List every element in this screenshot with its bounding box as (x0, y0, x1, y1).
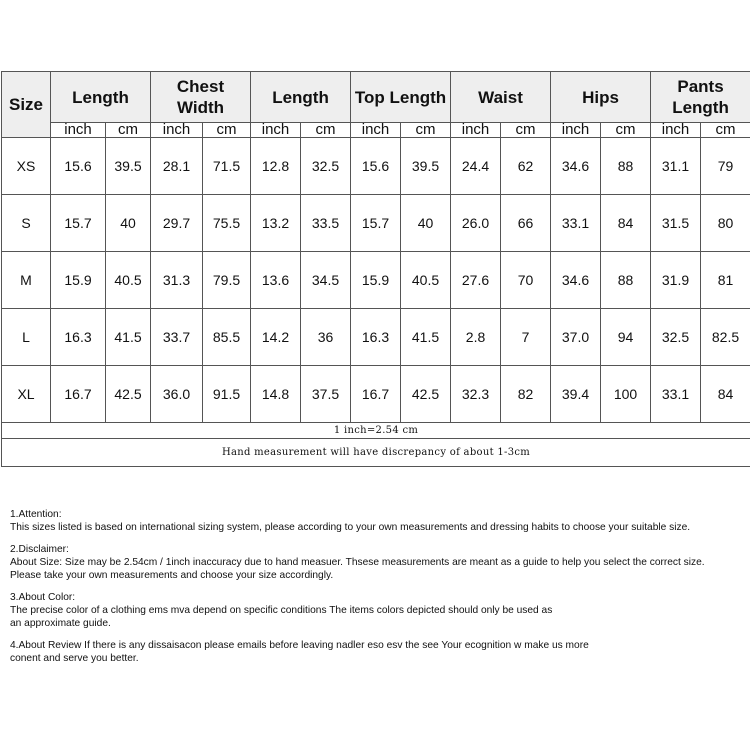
value-cell: 62 (501, 138, 551, 195)
value-cell: 15.9 (351, 252, 401, 309)
value-cell: 14.8 (251, 366, 301, 423)
unit-inch: inch (251, 123, 301, 138)
unit-inch: inch (351, 123, 401, 138)
value-cell: 32.5 (651, 309, 701, 366)
value-cell: 33.7 (151, 309, 203, 366)
unit-inch: inch (451, 123, 501, 138)
value-cell: 12.8 (251, 138, 301, 195)
unit-inch: inch (151, 123, 203, 138)
value-cell: 39.5 (401, 138, 451, 195)
note-line: Please take your own measurements and choose your size accordingly. (10, 570, 334, 581)
note-line: 4.About Review If there is any dissaisacon please emails before leaving nadler eso esv the see Your ecognition w make us more (10, 640, 589, 651)
unit-cm: cm (501, 123, 551, 138)
value-cell: 37.5 (301, 366, 351, 423)
value-cell: 14.2 (251, 309, 301, 366)
value-cell: 34.6 (551, 252, 601, 309)
chest-width-header-line-1: Chest (176, 77, 225, 96)
size-cell: XL (2, 366, 51, 423)
length-header: Length (51, 72, 151, 123)
note-block (10, 591, 746, 630)
table-row (2, 252, 750, 309)
value-cell: 34.6 (551, 138, 601, 195)
value-cell: 82 (501, 366, 551, 423)
size-cell: M (2, 252, 51, 309)
value-cell: 31.9 (651, 252, 701, 309)
value-cell: 88 (601, 252, 651, 309)
note-block (10, 639, 746, 665)
value-cell: 70 (501, 252, 551, 309)
value-cell: 33.5 (301, 195, 351, 252)
value-cell: 34.5 (301, 252, 351, 309)
value-cell: 39.5 (106, 138, 151, 195)
size-header: Size (2, 72, 51, 138)
chest-width-header-line-2: Width (176, 98, 225, 117)
waist-header: Waist (451, 72, 551, 123)
value-cell: 31.1 (651, 138, 701, 195)
unit-cm: cm (701, 123, 750, 138)
header-row (2, 72, 750, 123)
unit-cm: cm (401, 123, 451, 138)
conversion-note: 1 inch=2.54 cm (2, 423, 750, 439)
size-chart-table (1, 71, 750, 467)
note-line: This sizes listed is based on international sizing system, please according to your own measurements and dressing habits to choose your suitable size. (10, 522, 691, 533)
measurement-note-row (2, 439, 750, 467)
unit-cm: cm (203, 123, 251, 138)
value-cell: 39.4 (551, 366, 601, 423)
value-cell: 16.7 (351, 366, 401, 423)
value-cell: 13.2 (251, 195, 301, 252)
table-row (2, 366, 750, 423)
value-cell: 31.5 (651, 195, 701, 252)
value-cell: 79 (701, 138, 750, 195)
value-cell: 7 (501, 309, 551, 366)
value-cell: 79.5 (203, 252, 251, 309)
value-cell: 42.5 (401, 366, 451, 423)
value-cell: 71.5 (203, 138, 251, 195)
value-cell: 36 (301, 309, 351, 366)
value-cell: 15.7 (351, 195, 401, 252)
value-cell: 82.5 (701, 309, 750, 366)
pants-length-header (651, 72, 750, 123)
value-cell: 84 (601, 195, 651, 252)
notes-section (10, 508, 746, 674)
unit-inch: inch (51, 123, 106, 138)
note-title: 2.Disclaimer: (10, 544, 69, 555)
value-cell: 15.9 (51, 252, 106, 309)
measurement-note: Hand measurement will have discrepancy of about 1-3cm (2, 439, 750, 467)
unit-cm: cm (301, 123, 351, 138)
pants-length-header-line-1: Pants (677, 77, 724, 96)
unit-cm: cm (601, 123, 651, 138)
table-row (2, 309, 750, 366)
value-cell: 84 (701, 366, 750, 423)
value-cell: 81 (701, 252, 750, 309)
value-cell: 26.0 (451, 195, 501, 252)
value-cell: 15.6 (51, 138, 106, 195)
value-cell: 85.5 (203, 309, 251, 366)
units-row (2, 123, 750, 138)
value-cell: 88 (601, 138, 651, 195)
note-block (10, 508, 746, 534)
value-cell: 33.1 (551, 195, 601, 252)
value-cell: 15.6 (351, 138, 401, 195)
value-cell: 37.0 (551, 309, 601, 366)
hips-header: Hips (551, 72, 651, 123)
value-cell: 32.3 (451, 366, 501, 423)
value-cell: 41.5 (106, 309, 151, 366)
value-cell: 15.7 (51, 195, 106, 252)
unit-cm: cm (106, 123, 151, 138)
table-row (2, 195, 750, 252)
note-title: 3.About Color: (10, 592, 76, 603)
value-cell: 36.0 (151, 366, 203, 423)
note-title: 1.Attention: (10, 509, 62, 520)
value-cell: 16.7 (51, 366, 106, 423)
chest-width-header (151, 72, 251, 123)
value-cell: 80 (701, 195, 750, 252)
conversion-note-row (2, 423, 750, 439)
value-cell: 33.1 (651, 366, 701, 423)
size-cell: L (2, 309, 51, 366)
note-block (10, 543, 746, 582)
value-cell: 40.5 (106, 252, 151, 309)
value-cell: 16.3 (51, 309, 106, 366)
value-cell: 16.3 (351, 309, 401, 366)
note-line: an approximate guide. (10, 618, 111, 629)
value-cell: 29.7 (151, 195, 203, 252)
value-cell: 40 (106, 195, 151, 252)
top-length-header: Top Length (351, 72, 451, 123)
note-line: About Size: Size may be 2.54cm / 1inch inaccuracy due to hand measuer. Thsese measurements are meant as a guide to help you select the correct size. (10, 557, 705, 568)
value-cell: 94 (601, 309, 651, 366)
value-cell: 31.3 (151, 252, 203, 309)
value-cell: 66 (501, 195, 551, 252)
length-header-2: Length (251, 72, 351, 123)
value-cell: 24.4 (451, 138, 501, 195)
unit-inch: inch (551, 123, 601, 138)
value-cell: 40 (401, 195, 451, 252)
pants-length-header-line-2: Length (672, 98, 729, 117)
value-cell: 75.5 (203, 195, 251, 252)
unit-inch: inch (651, 123, 701, 138)
value-cell: 32.5 (301, 138, 351, 195)
value-cell: 27.6 (451, 252, 501, 309)
value-cell: 100 (601, 366, 651, 423)
value-cell: 28.1 (151, 138, 203, 195)
size-cell: S (2, 195, 51, 252)
value-cell: 41.5 (401, 309, 451, 366)
value-cell: 91.5 (203, 366, 251, 423)
size-cell: XS (2, 138, 51, 195)
table-row (2, 138, 750, 195)
value-cell: 40.5 (401, 252, 451, 309)
value-cell: 42.5 (106, 366, 151, 423)
value-cell: 2.8 (451, 309, 501, 366)
size-rows (2, 138, 750, 423)
value-cell: 13.6 (251, 252, 301, 309)
note-line: The precise color of a clothing ems mva depend on specific conditions The items colors depicted should only be used as (10, 605, 553, 616)
note-line: conent and serve you better. (10, 653, 139, 664)
